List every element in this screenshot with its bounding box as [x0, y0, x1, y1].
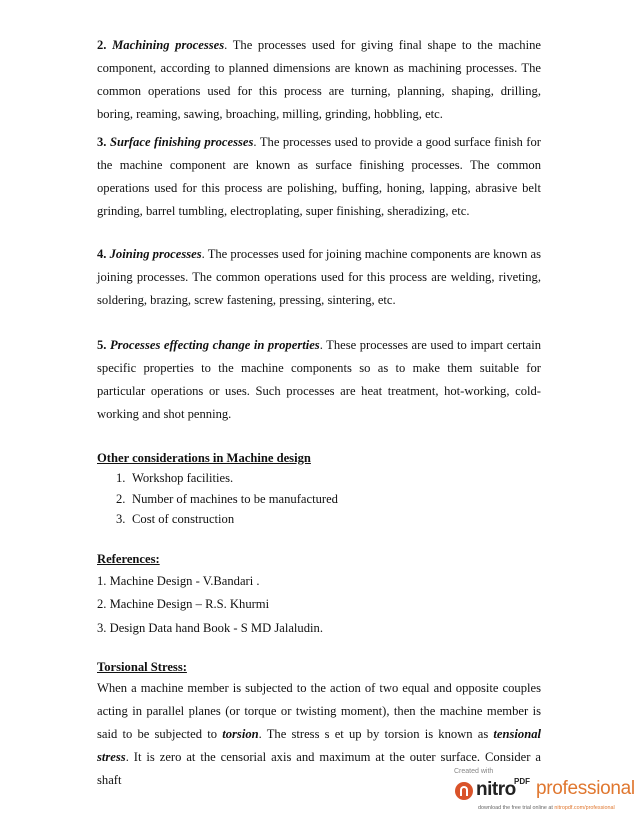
section-body: . These processes are used to impart certain specific properties to the machine components so as to make them suitable for particular operations or uses. Such processes are heat treatment, hot-working, cold-working and shot penning. — [97, 338, 541, 421]
trial-link: nitropdf.com/professional — [554, 805, 615, 811]
considerations-list — [97, 468, 541, 530]
torsional-body: When a machine member is subjected to the action of two equal and opposite couples acting in parallel planes (or torque or twisting moment), then the machine member is said to be subjected to torsion. The stress s et up by torsion is known as tensional stress. It is zero at the censorial axis and maximum at the outer surface. Consider a shaft — [97, 681, 541, 787]
reference-item: 1. Machine Design - V.Bandari . — [97, 573, 260, 588]
nitro-watermark — [452, 768, 634, 820]
section-properties — [97, 334, 541, 426]
references-heading: References: — [97, 551, 160, 566]
section-title: Surface finishing processes — [109, 135, 254, 149]
section-title: Joining processes — [109, 247, 202, 261]
professional-wordmark: professional — [536, 778, 635, 799]
nitro-logo-icon — [455, 782, 473, 800]
list-item: 3. Cost of construction — [116, 512, 235, 526]
section-title: Processes effecting change in properties — [109, 338, 320, 352]
term-torsion: torsion — [222, 727, 259, 741]
considerations-heading: Other considerations in Machine design — [97, 451, 311, 465]
section-body: . The processes used to provide a good surface finish for the machine component are known as surface finishing processes. The common operations used for this process are polishing, buffing, honing, lapping, abrasive belt grinding, barrel tumbling, electroplating, super finishing, sheradizing, etc. — [97, 135, 541, 218]
section-number: 4. — [97, 247, 107, 261]
section-body: . The processes used for joining machine components are known as joining processes. The common operations used for this process are welding, riveting, soldering, brazing, screw fastening, pressing, sintering, etc. — [97, 247, 541, 307]
section-joining — [97, 243, 541, 312]
section-surface — [97, 131, 541, 223]
reference-item: 3. Design Data hand Book - S MD Jalaludin. — [97, 620, 323, 635]
section-machining — [97, 34, 541, 126]
section-number: 3. — [97, 135, 107, 149]
trial-text: download the free trial online at nitropdf.com/professional — [478, 805, 615, 811]
list-item: 2. Number of machines to be manufactured — [116, 491, 338, 506]
term-tensional-stress: tensional stress — [97, 727, 541, 764]
reference-item: 2. Machine Design – R.S. Khurmi — [97, 597, 270, 611]
nitro-wordmark: nitro — [476, 779, 516, 800]
list-item: 1. Workshop facilities. — [116, 471, 234, 485]
document-page — [97, 34, 541, 792]
section-number: 5. — [97, 338, 107, 352]
section-body: . The processes used for giving final shape to the machine component, according to planned dimensions are known as machining processes. The common operations used for this process are turning, planning, shaping, drilling, boring, reaming, sawing, broaching, milling, grinding, hobbling, etc. — [97, 38, 541, 121]
section-title: Machining processes — [112, 38, 225, 52]
created-with-label: Created with — [454, 768, 494, 775]
section-number: 2. — [97, 38, 107, 52]
pdf-superscript: PDF — [514, 777, 530, 786]
torsional-heading: Torsional Stress: — [97, 660, 187, 674]
